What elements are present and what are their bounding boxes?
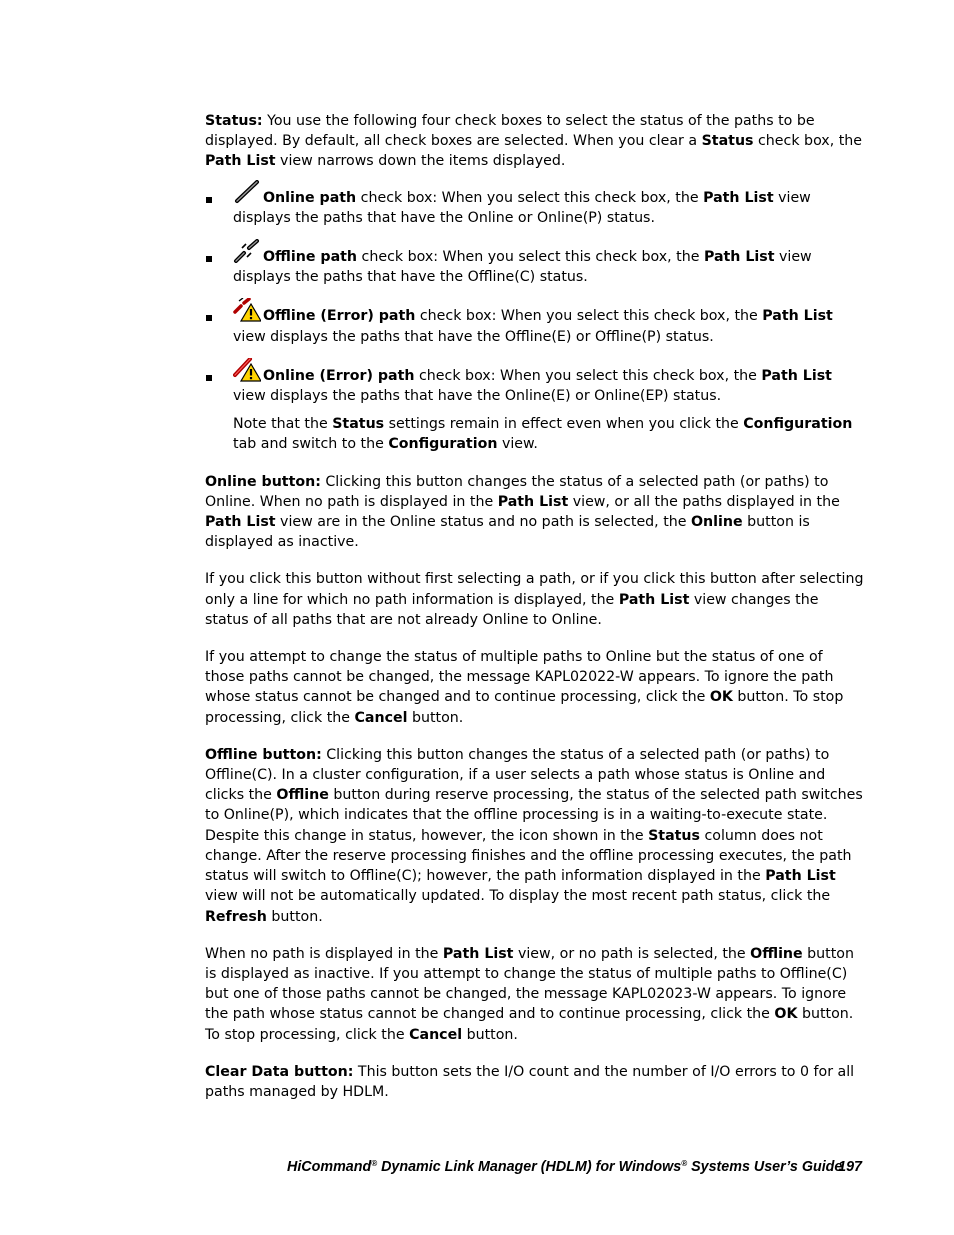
online-button-paragraph-2: If you click this button without first selecting a path, or if you click this button after selecting only a line for which no path information is displayed, the Path List view changes the status of all paths that are not already Online to Online.: [205, 571, 864, 628]
online-error-path-icon: [233, 358, 261, 382]
list-item: Offline (Error) path check box: When you select this check box, the Path List view displays the paths that have the Offline(E) or Offline(P) status.: [205, 298, 865, 346]
clear-data-button-paragraph: Clear Data button: This button sets the I/O count and the number of I/O errors to 0 for all paths managed by HDLM.: [205, 1063, 855, 1100]
bullet-marker: [206, 256, 212, 262]
list-item: Offline path check box: When you select this check box, the Path List view displays the paths that have the Offline(C) status.: [205, 239, 865, 287]
list-item: Online (Error) path check box: When you select this check box, the Path List view displays the paths that have the Online(E) or Online(EP) status.: [205, 358, 865, 406]
online-button-paragraph: Online button: Clicking this button changes the status of a selected path (or paths) to Online. When no path is displayed in the Path List view, or all the paths displayed in the Path List view are in the Online status and no path is selected, the Online button is displayed as inactive.: [205, 473, 840, 551]
status-note: Note that the Status settings remain in effect even when you click the Configuration tab and switch to the Configuration view.: [233, 416, 853, 453]
status-paragraph: Status: You use the following four check boxes to select the status of the paths to be displayed. By default, all check boxes are selected. When you clear a Status check box, the Path List view narrows down the items displayed.: [205, 113, 863, 170]
status-checkbox-list: [205, 180, 865, 407]
document-body: [205, 111, 865, 1102]
online-button-paragraph-3: If you attempt to change the status of multiple paths to Online but the status of one of those paths cannot be changed, the message KAPL02022-W appears. To ignore the path whose status cannot be changed and to continue processing, click the OK button. To stop processing, click the Cancel button.: [205, 649, 844, 726]
offline-button-paragraph: Offline button: Clicking this button changes the status of a selected path (or paths) to Offline(C). In a cluster configuration, if a user selects a path whose status is Online and clicks the Offline button during reserve processing, the status of the selected path switches to Online(P), which indicates that the offline processing is in a waiting-to-execute state. Despite this change in status, however, the icon shown in the Status column does not change. After the reserve processing finishes and the offline processing executes, the path status will switch to Offline(C); however, the path information displayed in the Path List view will not be automatically updated. To display the most recent path status, click the Refresh button.: [205, 746, 863, 925]
bullet-marker: [206, 315, 212, 321]
bullet-marker: [206, 375, 212, 381]
online-path-icon: [233, 180, 261, 204]
offline-path-icon: [233, 239, 261, 263]
list-item: Online path check box: When you select this check box, the Path List view displays the paths that have the Online or Online(P) status.: [205, 180, 865, 228]
bullet-marker: [206, 197, 212, 203]
offline-button-paragraph-2: When no path is displayed in the Path List view, or no path is selected, the Offline button is displayed as inactive. If you attempt to change the status of multiple paths to Offline(C) but one of those paths cannot be changed, the message KAPL02023-W appears. To ignore the path whose status cannot be changed and to continue processing, click the OK button. To stop processing, click the Cancel button.: [205, 945, 854, 1043]
footer-title: HiCommand® Dynamic Link Manager (HDLM) for Windows® Systems User’s Guide: [287, 1159, 843, 1175]
offline-error-path-icon: [233, 298, 261, 322]
page-number: 197: [838, 1159, 862, 1175]
page-footer: [287, 1159, 862, 1179]
